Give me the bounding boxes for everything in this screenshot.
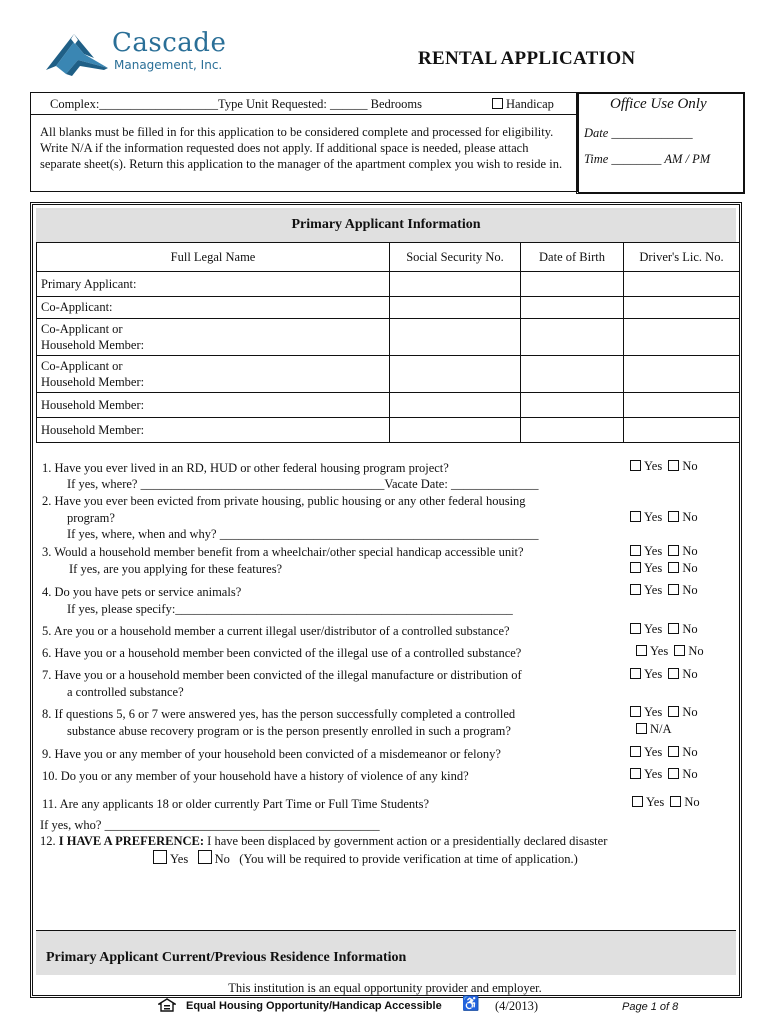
no-label: No xyxy=(682,459,698,473)
column-header-name: Full Legal Name xyxy=(37,243,390,272)
office-date-field[interactable]: Date _____________ xyxy=(584,126,693,140)
no-label: No xyxy=(214,852,230,866)
row-label-line2: Household Member: xyxy=(41,338,145,352)
yes-checkbox[interactable] xyxy=(630,623,641,634)
ssn-cell[interactable] xyxy=(390,272,521,297)
no-checkbox[interactable] xyxy=(668,545,679,556)
table-header-row xyxy=(37,243,740,272)
row-label: Household Member: xyxy=(37,418,390,443)
question-1-answer xyxy=(630,459,698,474)
na-checkbox[interactable] xyxy=(636,723,647,734)
no-label: No xyxy=(682,767,698,781)
question-5-answer xyxy=(630,622,698,637)
ssn-cell[interactable] xyxy=(390,297,521,319)
question-7: 7. Have you or a household member been convicted of the illegal manufacture or distribution of xyxy=(42,668,522,682)
yes-checkbox[interactable] xyxy=(636,645,647,656)
yes-checkbox[interactable] xyxy=(153,850,167,864)
residence-section-title: Primary Applicant Current/Previous Residence Information xyxy=(46,950,407,965)
row-label-line2: Household Member: xyxy=(41,375,145,389)
table-row xyxy=(37,356,740,393)
ssn-cell[interactable] xyxy=(390,393,521,418)
question-4-detail[interactable]: If yes, please specify:______________________________________________________ xyxy=(67,602,513,616)
yes-label: Yes xyxy=(644,745,663,759)
office-use-title: Office Use Only xyxy=(610,96,707,112)
license-cell[interactable] xyxy=(624,393,740,418)
question-10: 10. Do you or any member of your household have a history of violence of any kind? xyxy=(42,769,469,783)
handicap-label: Handicap xyxy=(506,97,554,111)
question-5: 5. Are you or a household member a current illegal user/distributor of a controlled substance? xyxy=(42,624,510,638)
column-header-ssn: Social Security No. xyxy=(390,243,521,272)
table-row xyxy=(37,418,740,443)
question-12 xyxy=(40,833,607,849)
yes-checkbox[interactable] xyxy=(630,584,641,595)
yes-label: Yes xyxy=(644,459,663,473)
question-1: 1. Have you ever lived in an RD, HUD or other federal housing program project? xyxy=(42,461,449,475)
no-label: No xyxy=(682,667,698,681)
no-label: No xyxy=(684,795,700,809)
yes-label: Yes xyxy=(644,583,663,597)
yes-label: Yes xyxy=(644,622,663,636)
no-checkbox[interactable] xyxy=(674,645,685,656)
cascade-logo-icon xyxy=(44,30,110,80)
page-number: Page 1 of 8 xyxy=(622,1001,679,1013)
row-label: Co-Applicant: xyxy=(37,297,390,319)
handicap-checkbox[interactable] xyxy=(492,98,503,109)
question-7-answer xyxy=(630,667,698,682)
accessible-icon: ♿ xyxy=(462,997,480,1012)
question-7-line2: a controlled substance? xyxy=(67,685,184,699)
no-checkbox[interactable] xyxy=(668,768,679,779)
row-label: Household Member: xyxy=(37,393,390,418)
license-cell[interactable] xyxy=(624,418,740,443)
question-8-na-option xyxy=(636,722,672,737)
question-10-answer xyxy=(630,767,698,782)
license-cell[interactable] xyxy=(624,272,740,297)
question-3: 3. Would a household member benefit from a wheelchair/other special handicap accessible unit? xyxy=(42,545,524,559)
yes-label: Yes xyxy=(646,795,665,809)
question-12-text: I have been displaced by government action or a presidentially declared disaster xyxy=(204,834,608,848)
question-3-followup-answer xyxy=(630,561,698,576)
no-label: No xyxy=(682,745,698,759)
yes-checkbox[interactable] xyxy=(630,545,641,556)
column-header-license: Driver's Lic. No. xyxy=(624,243,740,272)
row-label xyxy=(37,356,390,393)
row-label xyxy=(37,319,390,356)
table-row xyxy=(37,393,740,418)
license-cell[interactable] xyxy=(624,319,740,356)
yes-checkbox[interactable] xyxy=(630,511,641,522)
yes-label: Yes xyxy=(644,667,663,681)
no-checkbox[interactable] xyxy=(668,460,679,471)
no-label: No xyxy=(682,561,698,575)
yes-checkbox[interactable] xyxy=(630,460,641,471)
ssn-cell[interactable] xyxy=(390,418,521,443)
yes-label: Yes xyxy=(644,767,663,781)
dob-cell[interactable] xyxy=(521,319,624,356)
question-12-heading: I HAVE A PREFERENCE: xyxy=(58,834,205,848)
yes-label: Yes xyxy=(650,644,669,658)
no-label: No xyxy=(682,544,698,558)
question-2-line2: program? xyxy=(67,511,115,525)
row-label: Primary Applicant: xyxy=(37,272,390,297)
no-checkbox[interactable] xyxy=(668,706,679,717)
yes-checkbox[interactable] xyxy=(632,796,643,807)
question-6-answer xyxy=(636,644,704,659)
no-checkbox[interactable] xyxy=(668,511,679,522)
question-4: 4. Do you have pets or service animals? xyxy=(42,585,242,599)
license-cell[interactable] xyxy=(624,297,740,319)
yes-checkbox[interactable] xyxy=(630,768,641,779)
no-label: No xyxy=(682,510,698,524)
question-11: 11. Are any applicants 18 or older currently Part Time or Full Time Students? xyxy=(42,797,430,811)
question-9: 9. Have you or any member of your household been convicted of a misdemeanor or felony? xyxy=(42,747,501,761)
dob-cell[interactable] xyxy=(521,418,624,443)
no-label: No xyxy=(688,644,704,658)
logo-name: Cascade xyxy=(112,28,227,58)
page-title: RENTAL APPLICATION xyxy=(418,48,636,69)
question-12-number: 12. xyxy=(40,834,59,848)
license-cell[interactable] xyxy=(624,356,740,393)
revision-date: (4/2013) xyxy=(495,999,539,1013)
yes-label: Yes xyxy=(644,705,663,719)
question-3-answer xyxy=(630,544,698,559)
dob-cell[interactable] xyxy=(521,393,624,418)
ssn-cell[interactable] xyxy=(390,319,521,356)
instructions-text: All blanks must be filled in for this application to be considered complete and processed for eligibility. Write N/A if the information requested does not apply. If additional space is needed, please attach separate sheet(s). Return this application to the manager of the apartment complex you wish to reside in. xyxy=(40,125,563,171)
row-label-line1: Co-Applicant or xyxy=(41,359,123,373)
no-checkbox[interactable] xyxy=(668,562,679,573)
office-time-field[interactable]: Time ________ AM / PM xyxy=(584,152,711,166)
ssn-cell[interactable] xyxy=(390,356,521,393)
no-checkbox[interactable] xyxy=(668,668,679,679)
yes-label: Yes xyxy=(644,510,663,524)
question-9-answer xyxy=(630,745,698,760)
yes-checkbox[interactable] xyxy=(630,668,641,679)
table-row xyxy=(37,297,740,319)
equal-opportunity-statement: This institution is an equal opportunity provider and employer. xyxy=(228,981,542,995)
table-row xyxy=(37,272,740,297)
question-1-detail[interactable]: If yes, where? _______________________________________Vacate Date: ______________ xyxy=(67,477,539,491)
handicap-option[interactable] xyxy=(492,96,554,112)
equal-housing-icon xyxy=(158,998,182,1012)
yes-label: Yes xyxy=(170,852,189,866)
yes-label: Yes xyxy=(644,544,663,558)
yes-checkbox[interactable] xyxy=(630,746,641,757)
yes-checkbox[interactable] xyxy=(630,706,641,717)
dob-cell[interactable] xyxy=(521,272,624,297)
question-2: 2. Have you ever been evicted from private housing, public housing or any other federal housing xyxy=(42,494,526,508)
column-header-dob: Date of Birth xyxy=(521,243,624,272)
question-8-answer xyxy=(630,705,698,720)
no-label: No xyxy=(682,622,698,636)
logo-subtitle: Management, Inc. xyxy=(114,58,223,72)
question-8: 8. If questions 5, 6 or 7 were answered yes, has the person successfully completed a controlled xyxy=(42,707,516,721)
question-11-detail[interactable]: If yes, who? ____________________________________________ xyxy=(40,818,380,832)
question-6: 6. Have you or a household member been convicted of the illegal use of a controlled substance? xyxy=(42,646,522,660)
question-8-line2: substance abuse recovery program or is the person presently enrolled in such a program? xyxy=(67,724,511,738)
no-label: No xyxy=(682,705,698,719)
primary-section-title: Primary Applicant Information xyxy=(291,217,481,232)
no-checkbox[interactable] xyxy=(668,746,679,757)
question-4-answer xyxy=(630,583,698,598)
complex-field[interactable]: Complex:___________________Type Unit Requested: ______ Bedrooms xyxy=(50,97,423,111)
no-checkbox[interactable] xyxy=(668,623,679,634)
no-checkbox[interactable] xyxy=(670,796,681,807)
question-2-detail[interactable]: If yes, where, when and why? ___________________________________________________ xyxy=(67,527,539,541)
yes-label: Yes xyxy=(644,561,663,575)
question-12-answer xyxy=(153,850,578,867)
question-3-followup: If yes, are you applying for these features? xyxy=(69,562,283,576)
primary-applicant-table xyxy=(36,242,740,443)
row-label-line1: Co-Applicant or xyxy=(41,322,123,336)
no-checkbox[interactable] xyxy=(668,584,679,595)
no-checkbox[interactable] xyxy=(198,850,212,864)
question-2-answer xyxy=(630,510,698,525)
no-label: No xyxy=(682,583,698,597)
question-12-note: (You will be required to provide verification at time of application.) xyxy=(239,852,578,866)
table-row xyxy=(37,319,740,356)
dob-cell[interactable] xyxy=(521,356,624,393)
equal-housing-text: Equal Housing Opportunity/Handicap Accessible xyxy=(186,1000,442,1012)
dob-cell[interactable] xyxy=(521,297,624,319)
question-11-answer xyxy=(632,795,700,810)
na-label: N/A xyxy=(650,722,672,736)
yes-checkbox[interactable] xyxy=(630,562,641,573)
